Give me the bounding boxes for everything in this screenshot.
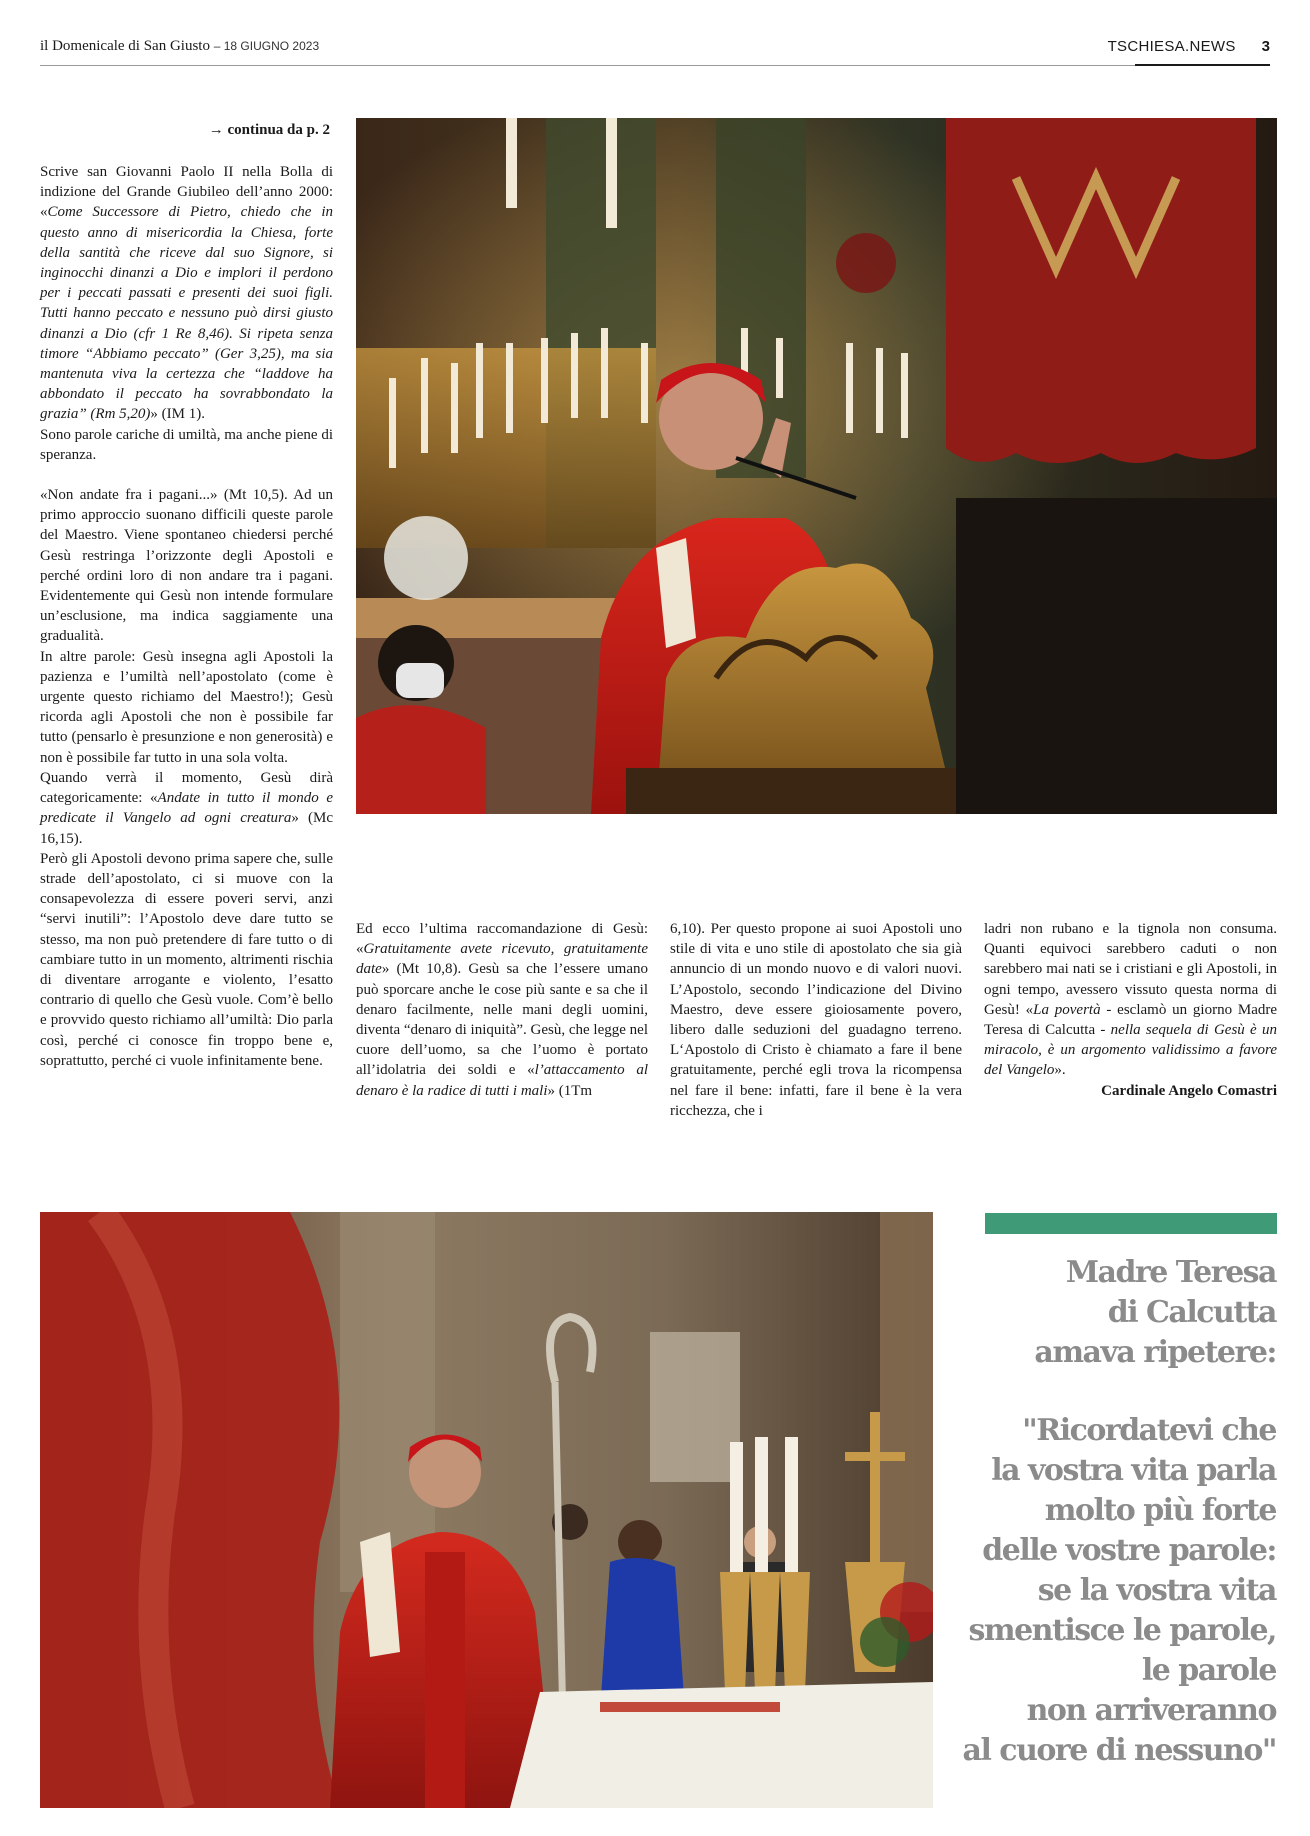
paragraph — [40, 768, 333, 849]
page-header — [40, 38, 1270, 66]
pull-quote — [876, 1253, 1276, 1771]
header-left — [40, 38, 319, 55]
text-run: » (IM 1). — [150, 406, 205, 423]
page-number: 3 — [1261, 38, 1270, 55]
paragraph — [40, 162, 333, 425]
quote-line: "Ricordatevi che — [1022, 1413, 1276, 1448]
quote-intro-line: Madre Teresa — [1065, 1255, 1276, 1290]
text-run: Quando verrà il momento, Gesù dirà categoricamente: « — [40, 769, 333, 807]
quote-line: non arriveranno — [1026, 1693, 1276, 1728]
paragraph — [984, 919, 1277, 1081]
photo-cardinal-crozier — [40, 1212, 933, 1808]
photo-cardinal-preaching — [356, 118, 1277, 814]
quote-intro-line: di Calcutta — [1107, 1295, 1276, 1330]
issue-date: – 18 GIUGNO 2023 — [213, 39, 320, 53]
text-run: ». — [1054, 1062, 1066, 1079]
article-column-1 — [40, 162, 333, 1071]
quote-intro-line: amava ripetere: — [1034, 1335, 1276, 1370]
quote-line: la vostra vita parla — [991, 1453, 1276, 1488]
text-run: Scrive san Giovanni Paolo II nella Bolla di indizione del Grande Giubileo dell’anno 2000: « — [40, 164, 333, 221]
quote-line: molto più forte — [1044, 1493, 1276, 1528]
paragraph: «Non andate fra i pagani...» (Mt 10,5). Ad un primo approccio suonano difficili queste parole del Maestro. Viene spontaneo chiedersi perché Gesù restringa l’orizzonte degli Apostoli e perché ordini loro di non andare tra i pagani. Evidentemente qui Gesù non intende formulare un’esclusione, ma indica saggiamente una gradualità. — [40, 487, 333, 645]
header-underline — [1135, 64, 1270, 66]
quote-line: smentisce le parole, — [968, 1613, 1276, 1648]
quote-text: Come Successore di Pietro, chiedo che in questo anno di misericordia la Chiesa, forte della santità che riceve dal suo Signore, si inginocchi dinanzi a Dio e implori il perdono per i peccati passati e presenti dei suoi figli. Tutti hanno peccato e nessuno può dirsi giusto dinanzi a Dio (cfr 1 Re 8,46). Si ripeta senza timore “Abbiamo peccato” (Ger 3,25), ma sia mantenuta viva la certezza che “laddove ha abbondato il peccato ha sovrabbondato la grazia” (Rm 5,20) — [40, 204, 333, 423]
paragraph: Però gli Apostoli devono prima sapere che, sulle strade dell’apostolato, ci si muove con la consapevolezza di essere poveri servi, anzi “servi inutili”: l’Apostolo deve dare tutto se stesso, ma non può pretendere di fare tutto o di cambiare tutto in un momento, altrimenti rischia di diventare arrogante e violento, l’esatto contrario di quello che Gesù vuole. Com’è bello e provvido questo richiamo all’umiltà: Dio parla così, perché ci conosce fin troppo bene e, soprattutto, perché ci vuole infinitamente bene. — [40, 850, 333, 1069]
paragraph: In altre parole: Gesù insegna agli Apostoli la pazienza e l’umiltà nell’apostolato (come è urgente questo richiamo del Maestro!); Gesù ricorda agli Apostoli che non è possibile far tutto (pensarlo è presunzione e non generosità) e non è possibile far tutto in una sola volta. — [40, 648, 333, 766]
text-run: » (Mt 10,8). Gesù sa che l’essere umano può sporcare anche le cose più sante e sa che il denaro facilmente, nelle mani degli uomini, diventa “denaro di iniquità”. Gesù, che legge nel cuore dell’uomo, sa che l’uomo è portato all’idolatria dei soldi e « — [356, 961, 648, 1079]
article-column-4 — [984, 919, 1277, 1101]
text-run: ladri non rubano e la tignola non consuma. Quanti equivoci sarebbero caduti o non sarebbero mai nati se i cristiani e gli Apostoli, in ogni tempo, avessero vissuto questa norma di Gesù! « — [984, 921, 1277, 1018]
quote-line: delle vostre parole: — [982, 1533, 1276, 1568]
quote-text: nella sequela di Gesù è un miracolo, è un argomento validissimo a favore del Vangelo — [984, 1022, 1277, 1079]
paragraph: Sono parole cariche di umiltà, ma anche piene di speranza. — [40, 426, 333, 463]
author-signature: Cardinale Angelo Comastri — [1101, 1082, 1277, 1099]
paragraph: 6,10). Per questo propone ai suoi Apostoli uno stile di vita e uno stile di apostolato che sia già annuncio di un mondo nuovo e di valori nuovi. L’Apostolo, secondo l’indicazione del Divino Maestro, deve essere gioiosamente povero, libero dalle seduzioni del guadagno terreno. L‘Apostolo di Cristo è chiamato a fare il bene gratuitamente, perché egli trova la ricompensa nel fare il bene: infatti, fare il bene è la vera ricchezza, che i — [670, 921, 962, 1119]
text-run: - esclamò un giorno Madre Teresa di Calcutta - — [984, 1001, 1278, 1039]
header-right — [1108, 38, 1270, 55]
quote-text: l’attaccamento al denaro è la radice di tutti i mali — [356, 1062, 649, 1099]
quote-line: al cuore di nessuno" — [962, 1733, 1276, 1768]
article-column-2 — [356, 919, 648, 1101]
quote-line: le parole — [1141, 1653, 1276, 1688]
quote-line: se la vostra vita — [1037, 1573, 1276, 1608]
quote-accent-bar — [985, 1213, 1277, 1234]
paragraph — [356, 919, 648, 1101]
text-run: » (Mc 16,15). — [40, 810, 333, 847]
quote-text: La povertà — [1033, 1001, 1101, 1018]
quote-text: Gratuitamente avete ricevuto, gratuitamente date — [356, 941, 648, 978]
publication-name: il Domenicale di San Giusto — [40, 38, 210, 54]
article-column-3 — [670, 919, 962, 1121]
continuation-note: → continua da p. 2 — [208, 122, 330, 138]
quote-text: Andate in tutto il mondo e predicate il Vangelo ad ogni creatura — [40, 790, 334, 827]
text-run: » (1Tm — [547, 1082, 593, 1099]
site-name: TSCHIESA.NEWS — [1107, 38, 1236, 55]
text-run: Ed ecco l’ultima raccomandazione di Gesù: « — [356, 921, 648, 958]
